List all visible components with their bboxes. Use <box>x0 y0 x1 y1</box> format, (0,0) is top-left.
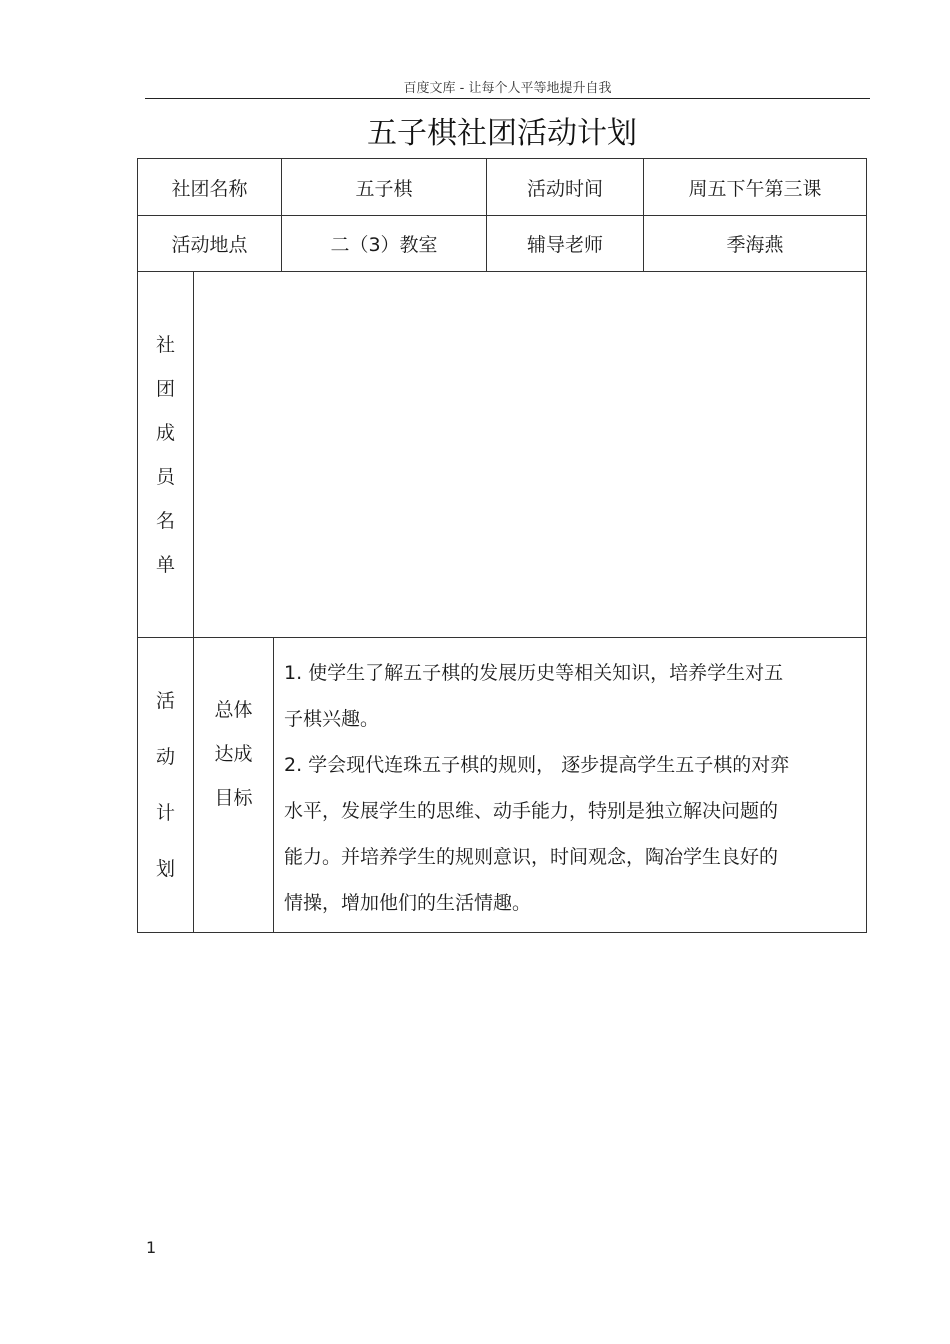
goal-line: 2. 学会现代连珠五子棋的规则， 逐步提高学生五子棋的对弈 <box>284 754 790 776</box>
members-label <box>138 272 194 638</box>
plan-label-char: 划 <box>155 858 175 880</box>
plan-label-char: 动 <box>155 746 175 768</box>
goal-label <box>194 638 274 933</box>
table-row <box>138 216 867 272</box>
header-rule <box>145 98 870 99</box>
plan-label <box>138 638 194 933</box>
goal-content <box>274 638 867 933</box>
goal-label-line: 目标 <box>214 787 253 809</box>
page-header: 百度文库 - 让每个人平等地提升自我 <box>403 81 612 96</box>
table-row <box>138 638 867 933</box>
plan-label-char: 活 <box>155 690 175 712</box>
members-label-char: 团 <box>155 377 175 400</box>
page-number: 1 <box>146 1238 157 1257</box>
members-label-char: 单 <box>155 553 175 576</box>
location-label: 活动地点 <box>138 216 282 272</box>
goal-line: 能力。并培养学生的规则意识，时间观念，陶冶学生良好的 <box>284 846 779 868</box>
members-label-char: 名 <box>155 509 175 532</box>
goal-line: 1. 使学生了解五子棋的发展历史等相关知识，培养学生对五 <box>284 662 784 684</box>
members-list-cell <box>194 272 867 638</box>
location-value: 二（3）教室 <box>282 216 487 272</box>
goal-label-line: 总体 <box>214 699 253 721</box>
goal-line: 情操，增加他们的生活情趣。 <box>284 892 532 914</box>
table-row <box>138 159 867 216</box>
table-row <box>138 272 867 638</box>
goal-label-line: 达成 <box>214 743 253 765</box>
club-name-label: 社团名称 <box>138 159 282 216</box>
activity-plan-table <box>137 158 867 933</box>
members-label-char: 成 <box>155 421 175 444</box>
activity-time-value: 周五下午第三课 <box>644 159 867 216</box>
plan-label-char: 计 <box>155 802 175 824</box>
goal-line: 子棋兴趣。 <box>284 708 380 730</box>
teacher-value: 季海燕 <box>644 216 867 272</box>
club-name-value: 五子棋 <box>282 159 487 216</box>
teacher-label: 辅导老师 <box>487 216 644 272</box>
goal-line: 水平，发展学生的思维、动手能力，特别是独立解决问题的 <box>284 800 779 822</box>
members-label-char: 员 <box>155 465 175 488</box>
activity-time-label: 活动时间 <box>487 159 644 216</box>
document-title: 五子棋社团活动计划 <box>367 116 637 151</box>
members-label-char: 社 <box>155 333 175 356</box>
